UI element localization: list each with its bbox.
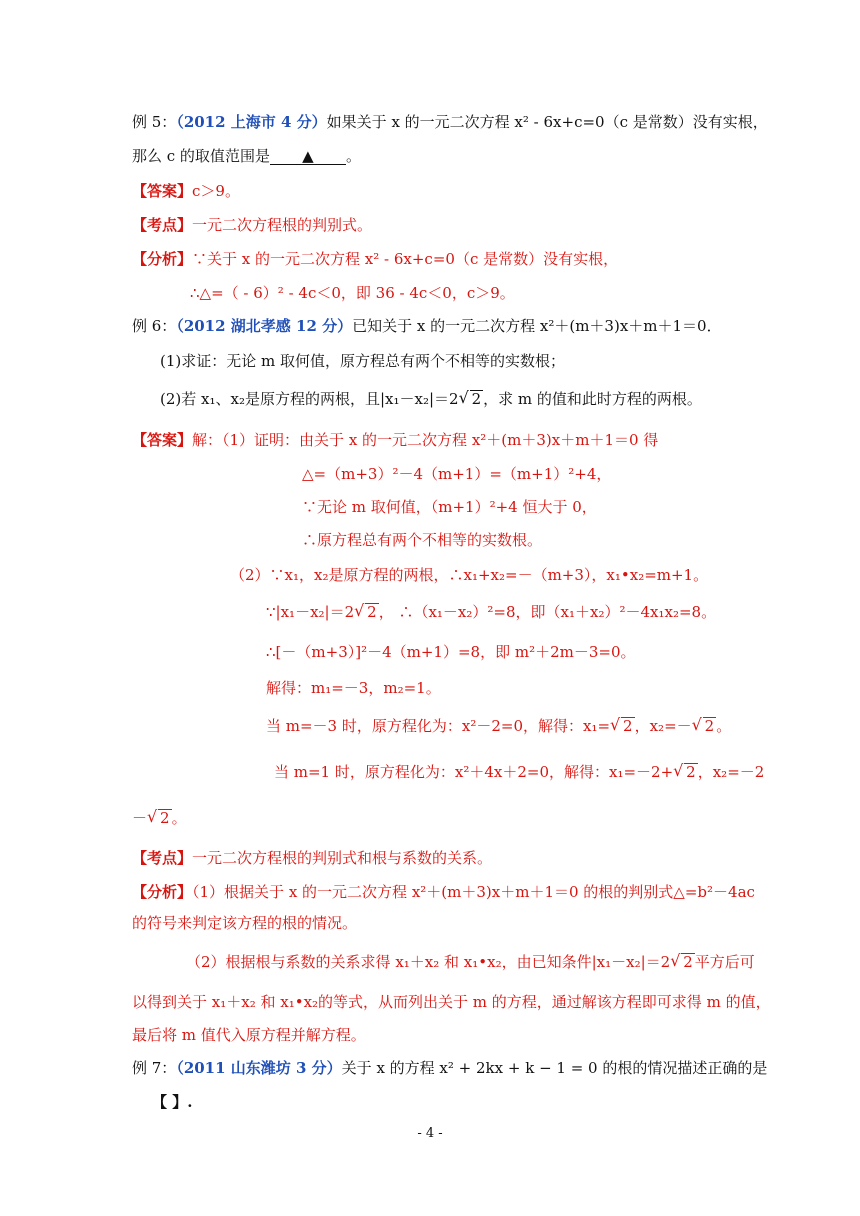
- ex5-analysis-text1: ∵关于 x 的一元二次方程 x² - 6x+c=0（c 是常数）没有实根，: [192, 250, 619, 268]
- sqrt-symbol: √ 2: [459, 389, 484, 409]
- ex7-prefix: 例 7：: [132, 1059, 177, 1077]
- ex5-question-text2: 那么 c 的取值范围是: [132, 147, 270, 165]
- ex6-answer-line3: ∵无论 m 取何值，（m+1）²+4 恒大于 0，: [302, 498, 597, 516]
- ex6-keypoint: [132, 848, 492, 868]
- ex6-answer: [132, 430, 658, 450]
- ex6-part2: (2)若 x₁、x₂是原方程的两根，且|x₁－x₂|＝2√ 2 ，求 m 的值和此时方程的两根。: [160, 389, 702, 409]
- ex6-answer-line6: ∵|x₁－x₂|＝2√ 2 ， ∴（x₁－x₂）²=8，即（x₁＋x₂）²－4x₁x₂=8。: [266, 602, 716, 622]
- sqrt-symbol: √ 2: [610, 716, 635, 736]
- ex6-keypoint-text: 一元二次方程根的判别式和根与系数的关系。: [192, 849, 493, 867]
- ex6-source: （2012 湖北孝感 12 分）: [176, 317, 353, 335]
- ex6-answer-line1: 解：（1）证明：由关于 x 的一元二次方程 x²＋(m＋3)x＋m＋1＝0 得: [192, 431, 659, 449]
- keypoint-label: 【考点】: [132, 849, 193, 867]
- ex6-part1: (1)求证：无论 m 取何值，原方程总有两个不相等的实数根；: [160, 352, 566, 370]
- ex6-answer-line4: ∴原方程总有两个不相等的实数根。: [302, 531, 543, 549]
- ex5-analysis-text2: ∴△=（ - 6）² - 4c＜0，即 36 - 4c＜0，c＞9。: [190, 284, 515, 302]
- sqrt-symbol: √ 2: [692, 716, 717, 736]
- ex6-analysis: [132, 882, 755, 902]
- ex5-question-end: 。: [345, 147, 361, 165]
- ex6-answer-line7: ∴[－（m+3）]²－4（m+1）=8，即 m²＋2m－3=0。: [266, 643, 636, 661]
- answer-label: 【答案】: [132, 182, 193, 200]
- ex6-answer-line8: 解得：m₁=－3，m₂=1。: [266, 679, 441, 697]
- analysis-label: 【分析】: [132, 250, 193, 268]
- analysis-label: 【分析】: [132, 883, 193, 901]
- ex6-question-text: 已知关于 x 的一元二次方程 x²＋(m＋3)x＋m＋1＝0．: [352, 317, 722, 335]
- ex7-question-text: 关于 x 的方程 x² + 2kx + k − 1 = 0 的根的情况描述正确的是: [341, 1059, 768, 1077]
- ex5-question-text: 如果关于 x 的一元二次方程 x² - 6x+c=0（c 是常数）没有实根，: [326, 113, 768, 131]
- ex6-answer-line5: （2）∵x₁，x₂是原方程的两根，∴x₁+x₂=－（m+3），x₁•x₂=m+1。: [230, 566, 709, 584]
- ex6-analysis-line1: （1）根据关于 x 的一元二次方程 x²＋(m＋3)x＋m＋1＝0 的根的判别式△=b²－4ac: [192, 883, 755, 901]
- sqrt-symbol: √ 2: [147, 808, 172, 828]
- triangle-marker-icon: ▲: [302, 147, 314, 165]
- ex6-analysis-line2: 的符号来判定该方程的根的情况。: [132, 914, 358, 932]
- sqrt-symbol: √ 2: [673, 762, 698, 782]
- ex5-source: （2012 上海市 4 分）: [176, 113, 327, 131]
- ex6-analysis-line5: 最后将 m 值代入原方程并解方程。: [132, 1026, 366, 1044]
- page-number: - 4 -: [417, 1126, 443, 1141]
- ex5-keypoint-text: 一元二次方程根的判别式。: [192, 216, 373, 234]
- answer-label: 【答案】: [132, 431, 193, 449]
- sqrt-symbol: √ 2: [670, 952, 695, 972]
- ex5-answer-text: c＞9。: [192, 182, 240, 200]
- ex7-answer-bracket: 【 】.: [152, 1093, 193, 1111]
- ex6-answer-line11: －√ 2 。: [132, 808, 187, 828]
- ex6-prefix: 例 6：: [132, 317, 177, 335]
- ex7-source: （2011 山东潍坊 3 分）: [176, 1059, 342, 1077]
- ex5-prefix: 例 5：: [132, 113, 177, 131]
- ex6-question: [132, 316, 722, 336]
- keypoint-label: 【考点】: [132, 216, 193, 234]
- ex5-question-line2: [132, 146, 361, 166]
- ex5-answer-blank: [270, 148, 346, 165]
- ex6-answer-line2: △=（m+3）²－4（m+1）=（m+1）²+4，: [302, 465, 612, 483]
- ex6-analysis-line4: 以得到关于 x₁＋x₂ 和 x₁•x₂的等式，从而列出关于 m 的方程，通过解该方程即可求得 m 的值，: [132, 993, 771, 1011]
- ex7-question: [132, 1058, 767, 1078]
- ex5-answer: [132, 181, 240, 201]
- ex6-answer-line10: 当 m=1 时，原方程化为：x²＋4x＋2=0，解得：x₁=－2+√ 2 ，x₂=－2: [274, 762, 764, 782]
- ex6-answer-line9: 当 m=－3 时，原方程化为：x²－2=0，解得：x₁=√ 2 ，x₂=－√ 2 。: [266, 716, 731, 736]
- ex6-analysis-line3: （2）根据根与系数的关系求得 x₁＋x₂ 和 x₁•x₂，由已知条件|x₁－x₂|＝2√ 2 平方后可: [186, 952, 755, 972]
- ex5-question-line1: [132, 112, 768, 132]
- ex5-keypoint: [132, 215, 372, 235]
- sqrt-symbol: √ 2: [354, 602, 379, 622]
- ex5-analysis: [132, 249, 618, 269]
